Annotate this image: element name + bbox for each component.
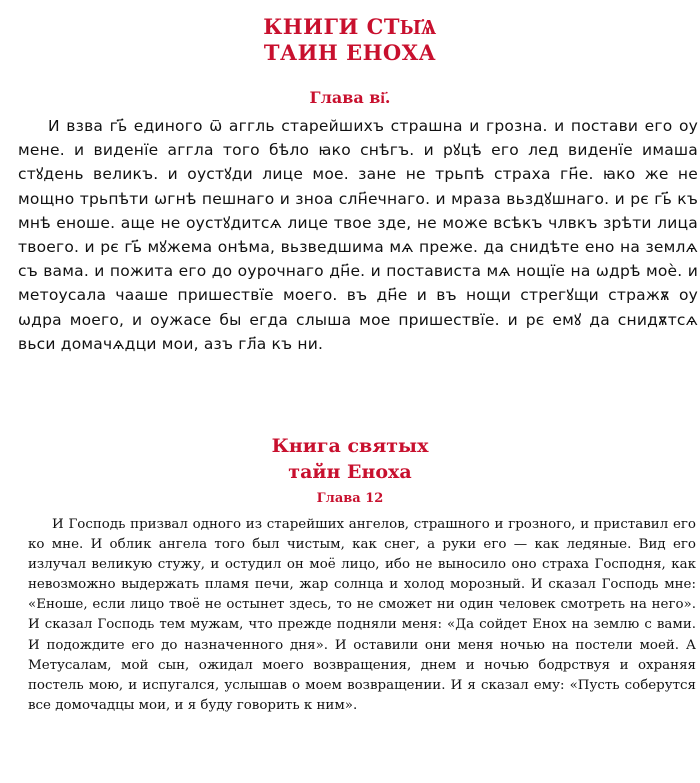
slavonic-chapter-text: И взва гь҃ единого ѿ аггль старейшихъ страшна и грозна. и постави его оу мене. и виденїе аггла того бѣло ꙗко снѣгъ. и рꙋцѣ его лед виденїе имаша стꙋдень великъ. и оустꙋди лице мое. зане не трьпѣ страха гн҃е. ꙗко же не мощно трьпѣти ѡгнѣ пешнаго и зноа слн҃ечнаго. и мраза вьздꙋшнаго. и рє гь҃ къ мнѣ еноше. аще не оустꙋдитсѧ лице твое зде, не може всѣкъ члвкъ зрѣти лица твоего. и рє гь҃ мꙋжема онѣма, вьзведшима мѧ преже. да снидѣте ено на землѧ съ вама. и пожита его до оурочнаго дн҃е. и постависта мѧ нощїе на ѡдрѣ моѐ. и метоусала чааше пришествїе моего. въ дн҃е и въ нощи стрегꙋщи стражѫ оу ѡдра моего, и оужасе бы егда слыша мое пришествїе. и рє емꙋ да снидѫтсѧ вьси домачѧдци мои, азъ гл҃а къ ни. — [18, 117, 698, 353]
slavonic-title-line-2: ТАИН ЕНОХА — [263, 40, 437, 65]
russian-title — [0, 433, 700, 485]
slavonic-title — [0, 14, 700, 66]
slavonic-title-line-1: КНИГИ СТЫ҃Ѧ — [263, 14, 437, 39]
russian-title-line-2: тайн Еноха — [288, 461, 412, 483]
russian-chapter-text: И Господь призвал одного из старейших ангелов, страшного и грозного, и приставил его ко мне. И облик ангела того был чистым, как снег, а руки его — как ледяные. Вид его излучал великую стужу, и остудил он моё лицо, ибо не выносило оно страха Господня, как невозможно выдержать пламя печи, жар солнца и холод морозный. И сказал Господь мне: «Еноше, если лицо твоё не остынет здесь, то не сможет ни один человек смотреть на него». И сказал Господь тем мужам, что прежде подняли меня: «Да сойдет Енох на землю с вами. И подождите его до назначенного дня». И оставили они меня ночью на постели моей. А Метусалам, мой сын, ожидал моего возвращения, днем и ночью бодрствуя и охраняя постель мою, и испугался, услышав о моем возвращении. И я сказал ему: «Пусть соберутся все домочадцы мои, и я буду говорить к ним». — [28, 517, 696, 713]
russian-title-line-1: Книга святых — [271, 435, 429, 457]
russian-chapter-heading: Глава 12 — [316, 491, 384, 506]
slavonic-chapter-heading: Глава ві҃. — [309, 88, 391, 107]
